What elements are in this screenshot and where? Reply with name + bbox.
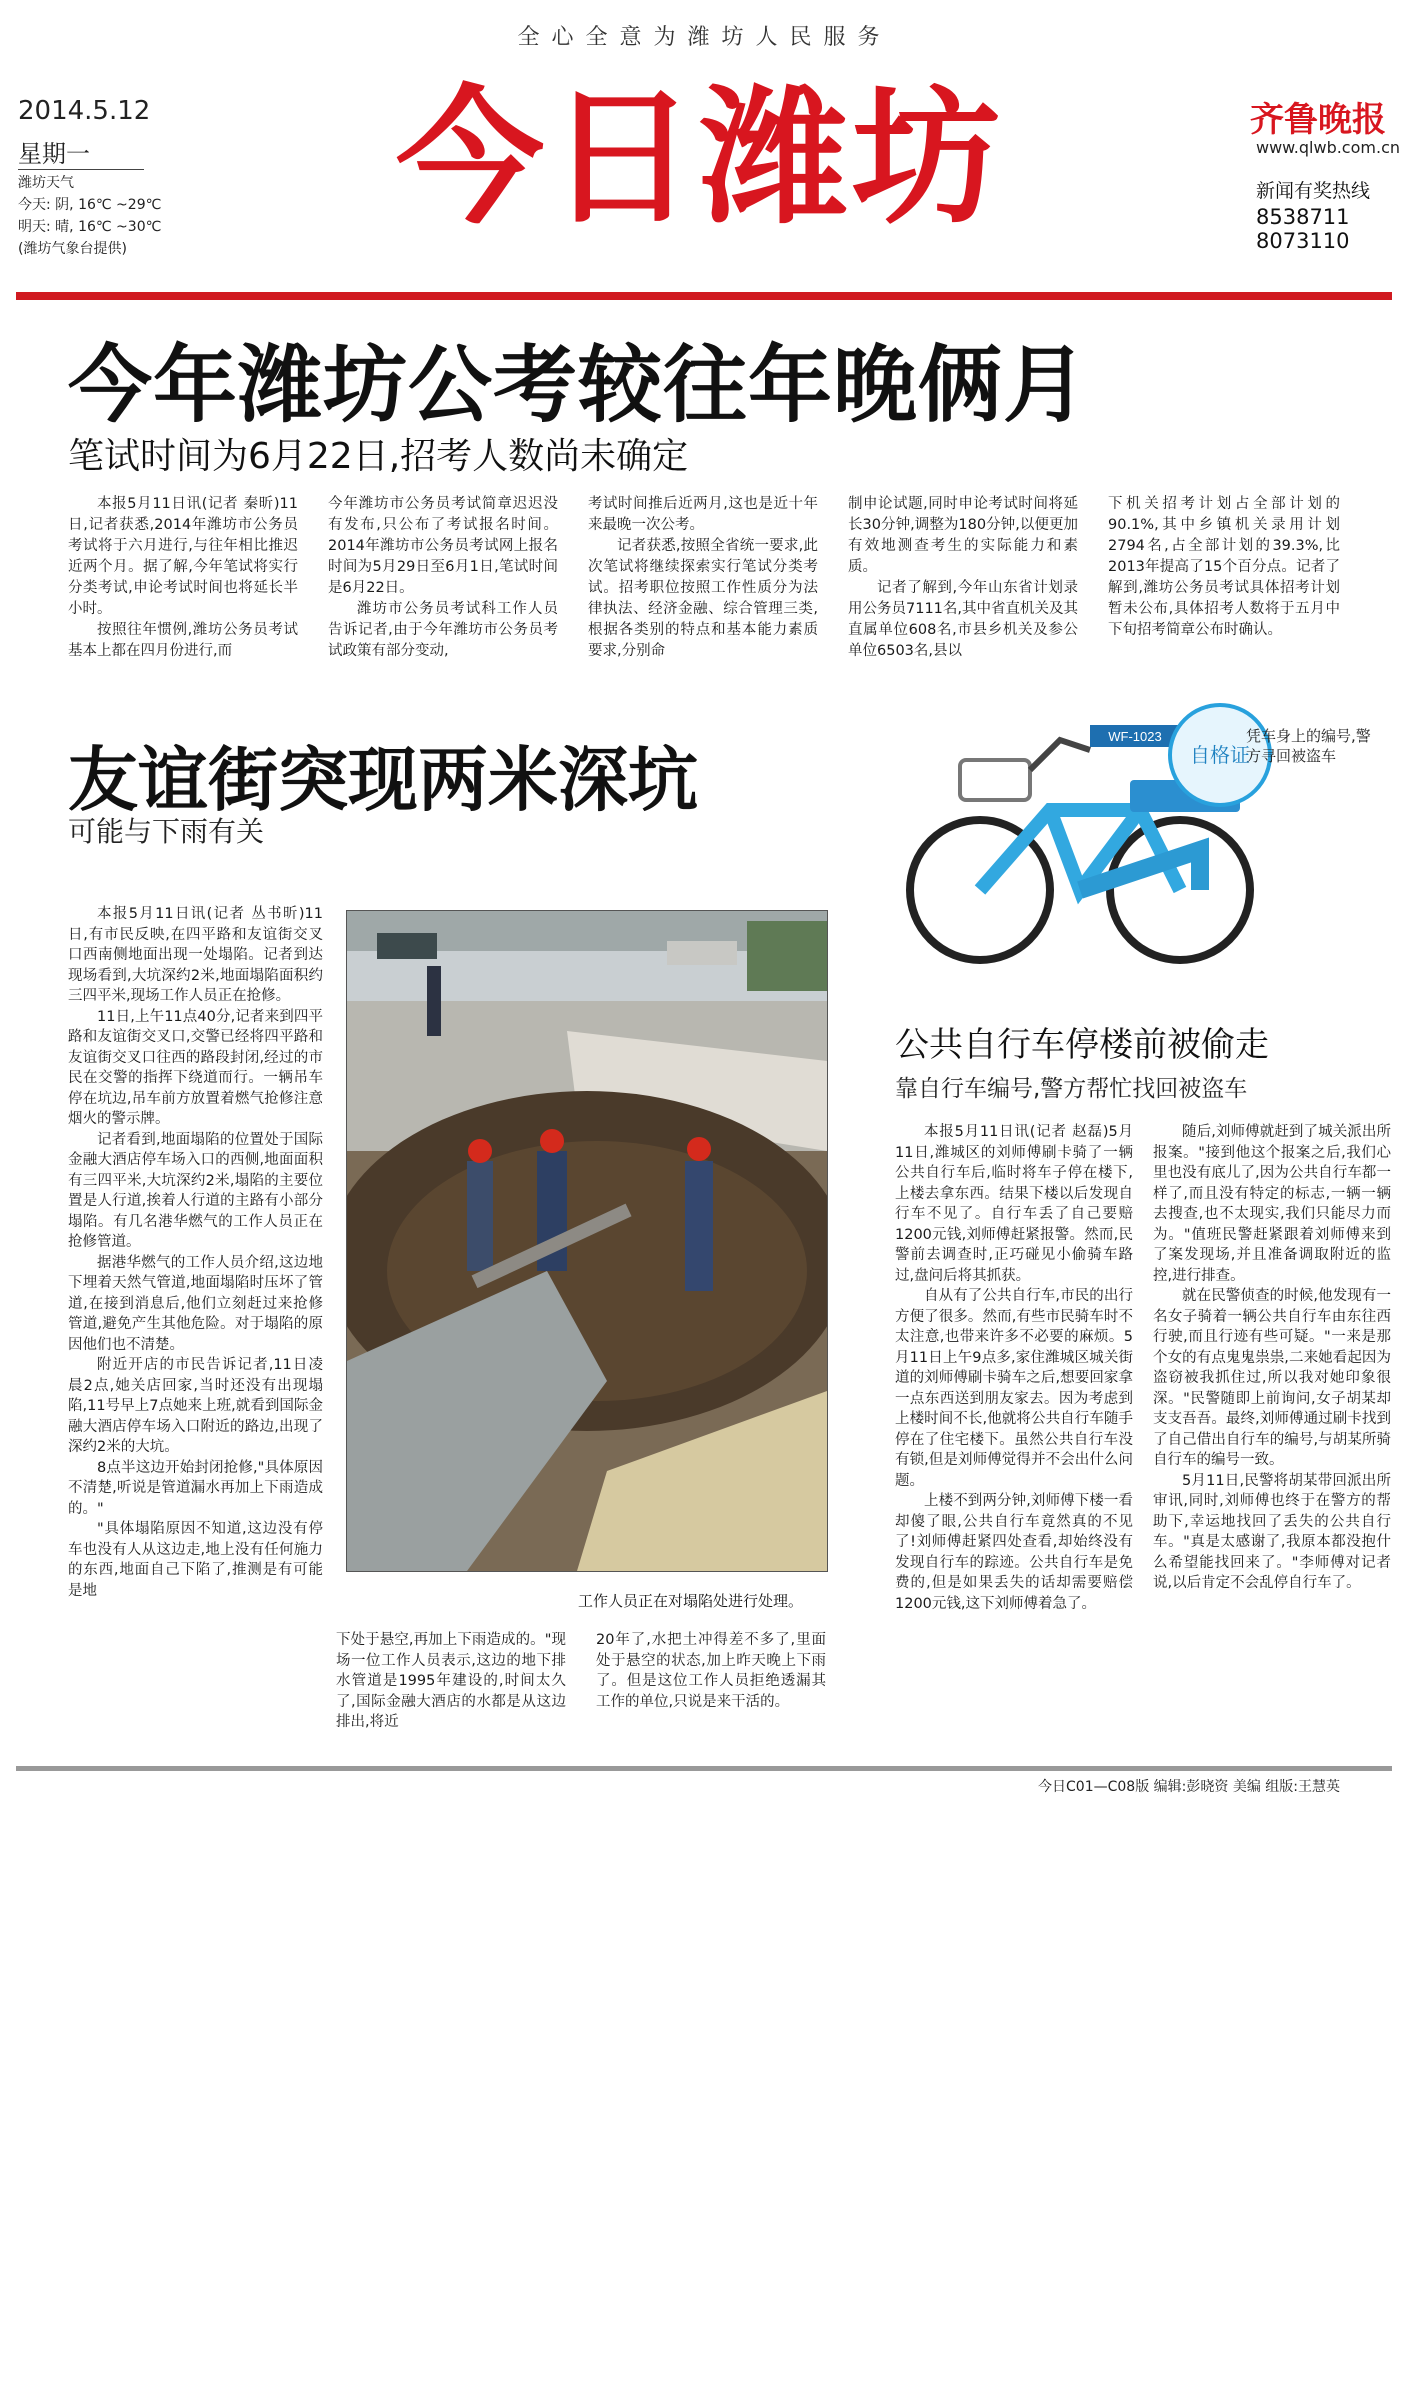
weather-box bbox=[18, 172, 161, 260]
paragraph: 记者看到,地面塌陷的位置处于国际金融大酒店停车场入口的西侧,地面面积有三四平米,大坑深约2米,塌陷的主要位置是人行道,挨着人行道的主路有小部分塌陷。有几名港华燃气的工作人员正在抢修管道。 bbox=[68, 1131, 323, 1250]
paragraph: 制申论试题,同时申论考试时间将延长30分钟,调整为180分钟,以便更加有效地测查考生的实际能力和素质。 bbox=[848, 496, 1078, 575]
paragraph: 5月11日,民警将胡某带回派出所审讯,同时,刘师傅也终于在警方的帮助下,幸运地找回了丢失的公共自行车。"真是太感谢了,我原本都没抱什么希望能找回来了。"李师傅对记者说,以后肯定不会乱停自行车了。 bbox=[1153, 1472, 1391, 1591]
article1-column bbox=[1108, 494, 1340, 641]
article2-subhead: 可能与下雨有关 bbox=[68, 815, 265, 848]
logo-url: www.qlwb.com.cn bbox=[1256, 138, 1400, 157]
article1-column bbox=[68, 494, 298, 662]
weather-title: 潍坊天气 bbox=[18, 175, 74, 191]
paragraph: 本报5月11日讯(记者 秦昕)11日,记者获悉,2014年潍坊市公务员考试将于六月进行,与往年相比推迟近两个月。据了解,今年笔试将实行分类考试,申论考试时间也将延长半小时。 bbox=[68, 496, 298, 617]
page-credits: 今日C01—C08版 编辑:彭晓资 美编 组版:王慧英 bbox=[1038, 1779, 1340, 1795]
sinkhole-illustration bbox=[347, 911, 827, 1571]
masthead-divider bbox=[16, 292, 1392, 300]
bike-number-tag: WF-1023 bbox=[1108, 729, 1162, 744]
paragraph: 今年潍坊市公务员考试简章迟迟没有发布,只公布了考试报名时间。2014年潍坊市公务员考试网上报名时间为5月29日至6月1日,笔试时间是6月22日。 bbox=[328, 496, 558, 596]
paragraph: 11日,上午11点40分,记者来到四平路和友谊街交叉口,交警已经将四平路和友谊街交叉口往西的路段封闭,经过的市民在交警的指挥下绕道而行。一辆吊车停在坑边,吊车前方放置着燃气抢修注意烟火的警示牌。 bbox=[68, 1008, 323, 1127]
article2-column bbox=[68, 904, 323, 1601]
hotline-phones bbox=[1256, 205, 1350, 253]
weather-source: (潍坊气象台提供) bbox=[18, 241, 127, 257]
weather-tomorrow: 明天: 晴, 16℃ ~30℃ bbox=[18, 219, 162, 235]
paragraph: 8点半这边开始封闭抢修,"具体原因不清楚,听说是管道漏水再加上下雨造成的。" bbox=[68, 1459, 323, 1517]
newspaper-logo: 齐鲁晚报 bbox=[1250, 100, 1386, 140]
paragraph: 下机关招考计划占全部计划的90.1%,其中乡镇机关录用计划2794名,占全部计划的39.3%,比2013年提高了15个百分点。记者了解到,潍坊公务员考试具体招考计划暂未公布,具体招考人数将于五月中下旬招考简章公布时确认。 bbox=[1108, 496, 1340, 638]
hotline-label: 新闻有奖热线 bbox=[1256, 180, 1371, 202]
article2-column bbox=[336, 1630, 566, 1733]
article1-subhead: 笔试时间为6月22日,招考人数尚未确定 bbox=[68, 436, 689, 477]
paragraph: 自从有了公共自行车,市民的出行方便了很多。然而,有些市民骑车时不太注意,也带来许多不必要的麻烦。5月11日上午9点多,家住潍城区城关街道的刘师傅刷卡骑车之后,想要回家拿一点东西送到朋友家去。因为考虑到上楼时间不长,他就将公共自行车随手停在了住宅楼下。虽然公共自行车没有锁,但是刘师傅觉得并不会出什么问题。 bbox=[895, 1288, 1133, 1489]
paragraph: 随后,刘师傅就赶到了城关派出所报案。"接到他这个报案之后,我们心里也没有底儿了,因为公共自行车都一样了,而且没有特定的标志,一辆一辆去搜查,也不太现实,我们只能尽力而为。"值班民警赶紧跟着刘师傅来到了案发现场,并且准备调取附近的监控,进行排查。 bbox=[1153, 1124, 1391, 1284]
article3-headline: 公共自行车停楼前被偷走 bbox=[895, 1025, 1269, 1065]
slogan: 全心全意为潍坊人民服务 bbox=[517, 25, 892, 50]
paragraph: 本报5月11日讯(记者 丛书昕)11日,有市民反映,在四平路和友谊街交叉口西南侧地面出现一处塌陷。记者到达现场看到,大坑深约2米,地面塌陷面积约三四平米,现场工作人员正在抢修。 bbox=[68, 906, 323, 1004]
article3-column bbox=[895, 1122, 1133, 1614]
photo-caption: 工作人员正在对塌陷处进行处理。 bbox=[578, 1592, 804, 1610]
phone-number: 8538711 bbox=[1256, 205, 1350, 229]
article3-subhead: 靠自行车编号,警方帮忙找回被盗车 bbox=[895, 1076, 1248, 1102]
article1-column bbox=[588, 494, 818, 662]
paragraph: 据港华燃气的工作人员介绍,这边地下埋着天然气管道,地面塌陷时压坏了管道,在接到消息后,他们立刻赶过来抢修管道,避免产生其他危险。对于塌陷的原因他们也不清楚。 bbox=[68, 1254, 323, 1353]
issue-date: 2014.5.12 bbox=[18, 96, 151, 126]
paragraph: 下处于悬空,再加上下雨造成的。"现场一位工作人员表示,这边的地下排水管道是1995年建设的,时间太久了,国际金融大酒店的水都是从这边排出,将近 bbox=[336, 1632, 566, 1730]
article2-column bbox=[596, 1630, 826, 1712]
article1-headline: 今年潍坊公考较往年晚俩月 bbox=[68, 336, 1089, 434]
paragraph: 20年了,水把土冲得差不多了,里面处于悬空的状态,加上昨天晚上下雨了。但是这位工作人员拒绝透漏其工作的单位,只说是来干活的。 bbox=[596, 1632, 826, 1710]
paragraph: 附近开店的市民告诉记者,11日凌晨2点,她关店回家,当时还没有出现塌陷,11号早上7点她来上班,就看到国际金融大酒店停车场入口附近的路边,出现了深约2米的大坑。 bbox=[68, 1357, 323, 1455]
paragraph: 记者了解到,今年山东省计划录用公务员7111名,其中省直机关及其直属单位608名,市县乡机关及参公单位6503名,县以 bbox=[848, 580, 1079, 659]
paragraph: 就在民警侦查的时候,他发现有一名女子骑着一辆公共自行车由东往西行驶,而且行迹有些可疑。"一来是那个女的有点鬼鬼祟祟,二来她看起因为盗窃被我抓住过,所以我对她印象很深。"民警随即上前询问,女子胡某却支支吾吾。最终,刘师傅通过刷卡找到了自己借出自行车的编号,与胡某所骑自行车的编号一致。 bbox=[1153, 1288, 1391, 1468]
footer-divider bbox=[16, 1766, 1392, 1771]
bike-photo-note: 凭车身上的编号,警方寻回被盗车 bbox=[1246, 727, 1371, 765]
phone-number: 8073110 bbox=[1256, 229, 1350, 253]
weather-today: 今天: 阴, 16℃ ~29℃ bbox=[18, 197, 162, 213]
sinkhole-photo bbox=[346, 910, 828, 1572]
paragraph: 考试时间推后近两月,这也是近十年来最晚一次公考。 bbox=[588, 496, 818, 533]
article2-headline: 友谊街突现两米深坑 bbox=[68, 739, 698, 821]
article1-column bbox=[328, 494, 558, 662]
newspaper-title: 今日潍坊 bbox=[396, 72, 1004, 244]
bike-sign-text: 自格证 bbox=[1190, 743, 1250, 767]
paragraph: "具体塌陷原因不知道,这边没有停车也没有人从这边走,地上没有任何施力的东西,地面自己下陷了,推测是有可能是地 bbox=[68, 1521, 323, 1599]
paragraph: 本报5月11日讯(记者 赵磊)5月11日,潍城区的刘师傅刷卡骑了一辆公共自行车后,临时将车子停在楼下,上楼去拿东西。结果下楼以后发现自行车不见了。自行车丢了自己要赔1200元钱,刘师傅赶紧报警。然而,民警前去调查时,正巧碰见小偷骑车路过,盘问后将其抓获。 bbox=[895, 1124, 1133, 1284]
article3-column bbox=[1153, 1122, 1391, 1594]
paragraph: 上楼不到两分钟,刘师傅下楼一看却傻了眼,公共自行车竟然真的不见了!刘师傅赶紧四处查看,却始终没有发现自行车的踪迹。公共自行车是免费的,但是如果丢失的话却需要赔偿1200元钱,这下刘师傅着急了。 bbox=[895, 1493, 1133, 1612]
paragraph: 按照往年惯例,潍坊公务员考试基本上都在四月份进行,而 bbox=[68, 622, 298, 659]
paragraph: 记者获悉,按照全省统一要求,此次笔试将继续探索实行笔试分类考试。招考职位按照工作性质分为法律执法、经济金融、综合管理三类,根据各类别的特点和基本能力素质要求,分别命 bbox=[588, 538, 818, 659]
paragraph: 潍坊市公务员考试科工作人员告诉记者,由于今年潍坊市公务员考试政策有部分变动, bbox=[328, 601, 558, 659]
article1-column bbox=[848, 494, 1078, 662]
issue-weekday: 星期一 bbox=[18, 134, 144, 170]
